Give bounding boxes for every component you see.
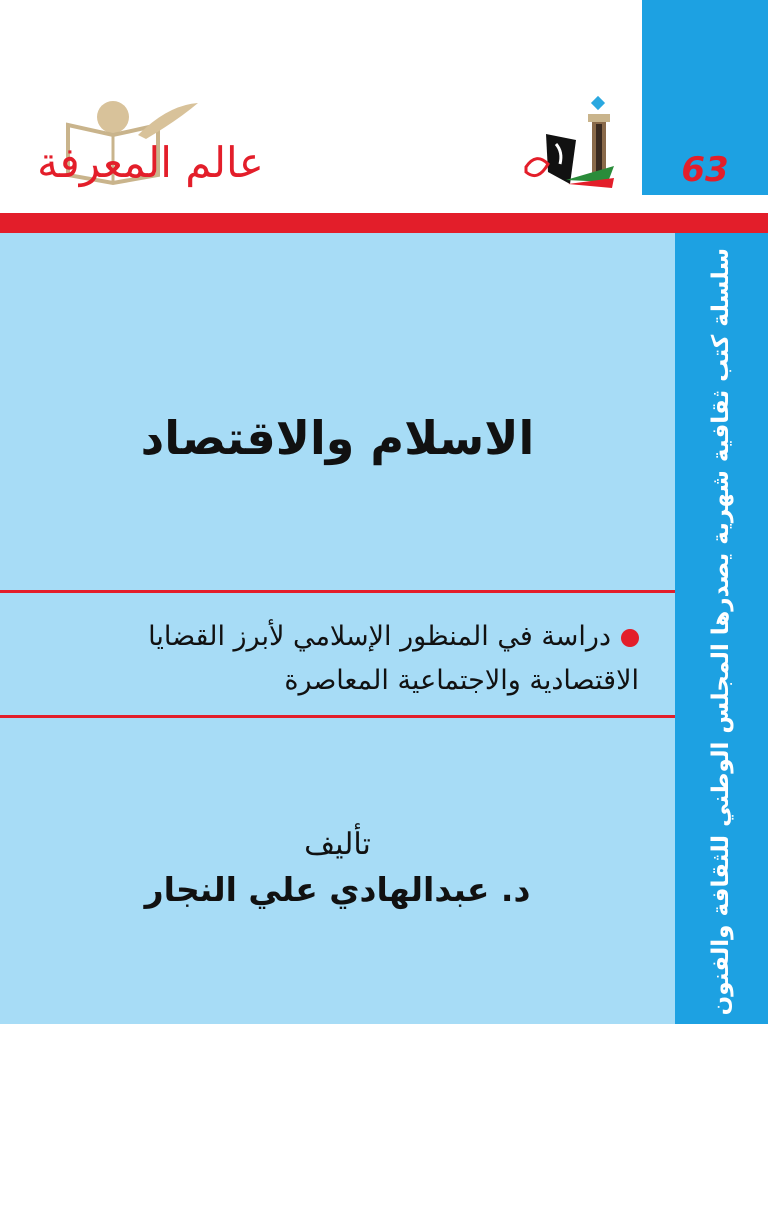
council-logo-icon: [508, 92, 618, 194]
bottom-divider: [0, 715, 675, 718]
issue-number-box: [642, 0, 768, 195]
issue-number: 63: [681, 150, 729, 190]
cover-header: [0, 0, 768, 213]
book-subtitle: دراسة في المنظور الإسلامي لأبرز القضايا الاقتصادية والاجتماعية المعاصرة: [148, 621, 639, 696]
cover-main-panel: [0, 233, 675, 1024]
series-description: سلسلة كتب ثقافية شهرية يصدرها المجلس الوطني للثقافة والفنون والآداب - الكويت: [708, 248, 734, 1208]
red-band: [0, 213, 768, 233]
side-strip: [675, 233, 768, 1208]
book-subtitle-block: [49, 615, 639, 703]
book-title: الاسلام والاقتصاد: [140, 411, 535, 465]
series-logo: [28, 95, 273, 200]
author-label: تأليف: [304, 827, 371, 862]
bullet-icon: [621, 629, 639, 647]
top-divider: [0, 590, 675, 593]
series-name: عالم المعرفة: [37, 138, 264, 187]
author-name: د. عبدالهادي علي النجار: [144, 870, 531, 909]
